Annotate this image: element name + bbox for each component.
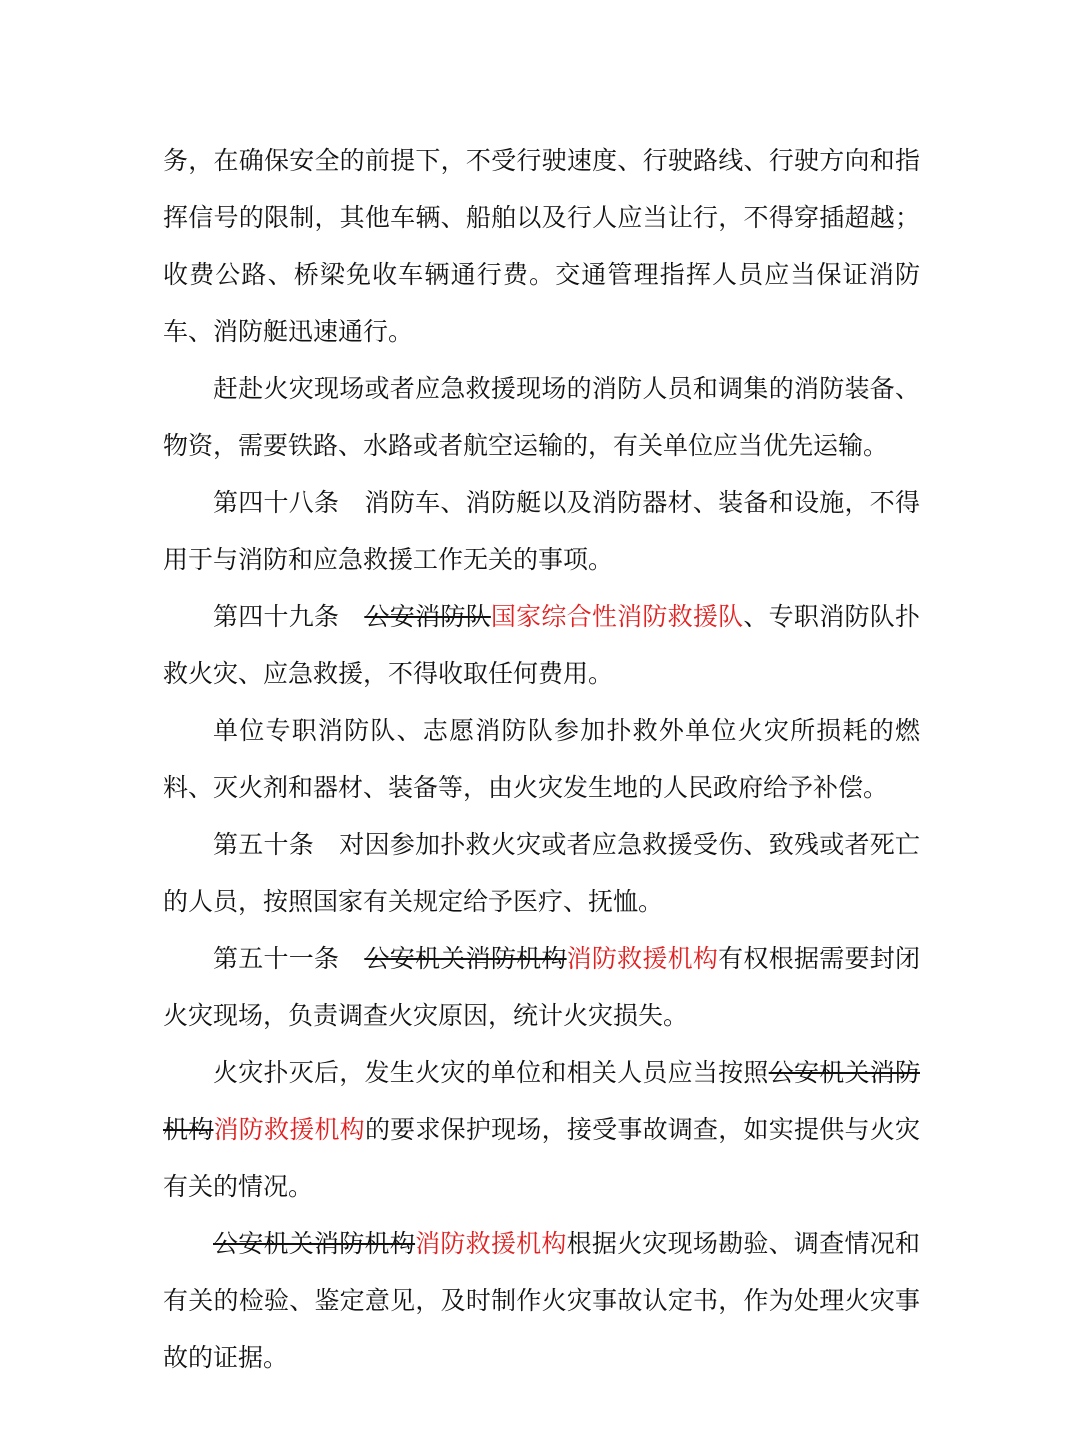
inserted-text: 消防救援机构 (415, 1229, 567, 1258)
article-number: 第四十八条 (213, 488, 340, 517)
article-49 (163, 588, 920, 702)
deleted-text: 公安消防队 (364, 602, 491, 631)
inserted-text: 消防救援机构 (213, 1115, 365, 1144)
paragraph-text: 单位专职消防队、志愿消防队参加扑救外单位火灾所损耗的燃料、灭火剂和器材、装备等，由火灾发生地的人民政府给予补偿。 (163, 716, 920, 802)
article-number: 第五十条 (213, 830, 315, 859)
paragraph-text: 有权根据需要封闭火灾现场，负责调查火灾原因，统计火灾损失。 (163, 944, 920, 1030)
deleted-text: 公安机关消防机构 (213, 1229, 416, 1258)
paragraph-2 (163, 360, 920, 474)
document-body (163, 132, 920, 1386)
paragraph-text: 对因参加扑救火灾或者应急救援受伤、致残或者死亡的人员，按照国家有关规定给予医疗、抚恤。 (163, 830, 920, 916)
paragraph-1 (163, 132, 920, 360)
inserted-text: 国家综合性消防救援队 (490, 602, 744, 631)
paragraph-text: 务，在确保安全的前提下，不受行驶速度、行驶路线、行驶方向和指挥信号的限制，其他车辆、船舶以及行人应当让行，不得穿插超越；收费公路、桥梁免收车辆通行费。交通管理指挥人员应当保证消防车、消防艇迅速通行。 (163, 146, 920, 346)
article-50 (163, 816, 920, 930)
article-number: 第五十一条 (213, 944, 340, 973)
paragraph-5 (163, 702, 920, 816)
deleted-text: 公安机关消防机构 (364, 944, 567, 973)
paragraph-8 (163, 1044, 920, 1215)
inserted-text: 消防救援机构 (566, 944, 719, 973)
paragraph-text: 根据火灾现场勘验、调查情况和有关的检验、鉴定意见，及时制作火灾事故认定书，作为处理火灾事故的证据。 (163, 1229, 920, 1372)
article-48 (163, 474, 920, 588)
paragraph-text: 火灾扑灭后，发生火灾的单位和相关人员应当按照 (213, 1058, 769, 1087)
paragraph-text: 消防车、消防艇以及消防器材、装备和设施，不得用于与消防和应急救援工作无关的事项。 (163, 488, 920, 574)
paragraph-text: 赶赴火灾现场或者应急救援现场的消防人员和调集的消防装备、物资，需要铁路、水路或者航空运输的，有关单位应当优先运输。 (163, 374, 920, 460)
article-number: 第四十九条 (213, 602, 340, 631)
paragraph-9 (163, 1215, 920, 1386)
paragraph-text: 的要求保护现场，接受事故调查，如实提供与火灾有关的情况。 (163, 1115, 920, 1201)
article-51 (163, 930, 920, 1044)
deleted-text: 公安机关消防机构 (163, 1058, 920, 1144)
paragraph-text: 、专职消防队扑救火灾、应急救援，不得收取任何费用。 (163, 602, 920, 688)
